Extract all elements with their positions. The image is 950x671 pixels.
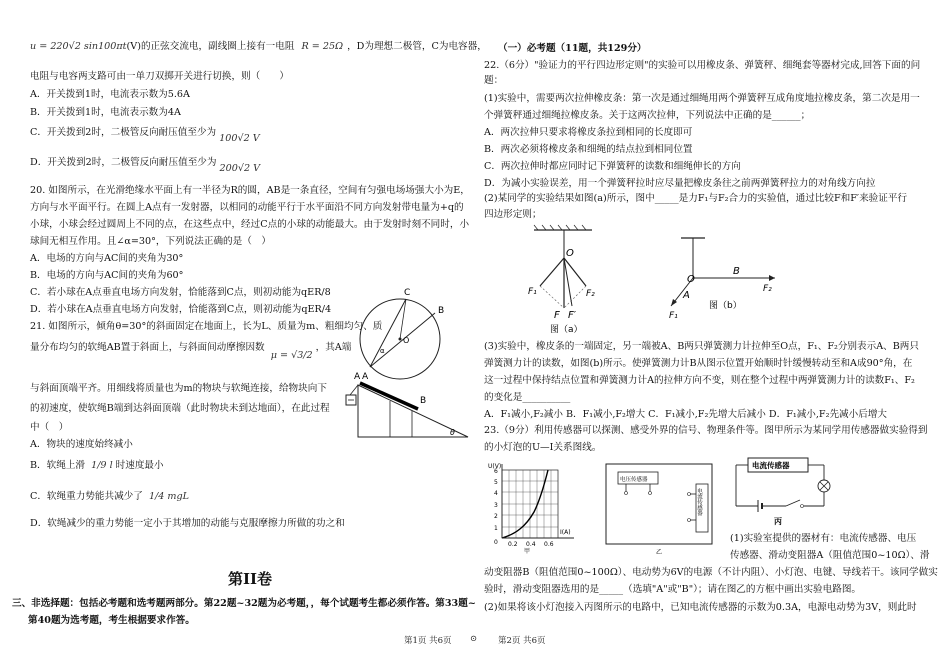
label-f1: F₁ (669, 311, 678, 321)
figure-b-caption: 图（b） (709, 301, 742, 311)
q23-part1-c: 动变阻器B（阻值范围0~100Ω）、电动势为6V的电源（不计内阻）、小灯泡、电键、导线若干。该同学做实 (484, 567, 938, 578)
label-b: B (733, 266, 740, 277)
svg-text:电流传感器: 电流传感器 (696, 488, 702, 516)
q19-resistor: R = 25Ω (301, 41, 344, 52)
center-point (399, 338, 402, 341)
figure-yi-sensor-box (600, 462, 718, 556)
force-f1 (540, 258, 564, 286)
q22-option-a: A．两次拉伸只要求将橡皮条拉到相同的长度即可 (484, 127, 693, 138)
grid (502, 470, 558, 538)
label-c: C (404, 288, 411, 298)
x-axis-label: I(A) (560, 529, 571, 536)
q22-line3: (1)实验中，需要两次拉伸橡皮条：第一次是通过细绳用两个弹簧秤互成角度地拉橡皮条，第二次是用一 (484, 93, 920, 104)
q19-option-b: B．开关拨到1时，电流表示数为4A (30, 107, 181, 118)
q22-line6: 四边形定则； (484, 209, 542, 220)
label-b: B (420, 396, 427, 406)
label-f-prime: F′ (568, 310, 577, 321)
label-b: B (438, 306, 445, 316)
q22-line8: 弹簧测力计的读数，如图(b)所示。使弹簧测力计B从图示位置开始顺时针缓慢转动至和A成90°角，在 (484, 358, 913, 369)
svg-text:5: 5 (494, 479, 498, 486)
q20-line3: 小球，小球会经过圆周上不同的点，在这些点中，经过C点的小球的动能最大。由于发射时刻不同时，小 (30, 219, 470, 230)
q23-part1-d: 验时，滑动变阻器选用的是_____（选填"A"或"B"）；请在图乙的方框中画出实验电路图。 (484, 584, 862, 595)
label-a: A (354, 372, 361, 382)
svg-text:电流传感器: 电流传感器 (752, 461, 790, 470)
figure-bing-caption: 丙 (774, 517, 782, 526)
switch-icon (786, 500, 800, 506)
q21-option-a: A．物块的速度始终减小 (30, 439, 133, 450)
svg-text:2: 2 (494, 513, 498, 520)
section-heading: （一）必考题（11题，共129分） (498, 43, 647, 54)
label-f2: F₂ (763, 284, 772, 294)
q22-line9: 这一过程中保持结点位置和弹簧测力计A的拉伸方向不变，则在整个过程中两弹簧测力计的读数F₁、F₂ (484, 375, 915, 386)
q22-line1: 22.（6分）"验证力的平行四边形定则"的实验可以用橡皮条、弹簧秤、细绳套等器材完成,回答下面的问 (484, 60, 921, 71)
q22-line10: 的变化是__________ (484, 392, 571, 403)
label-theta: θ (450, 428, 455, 437)
q22-line5: (2)某同学的实验结果如图(a)所示，图中_____是力F₁与F₂合力的实验值，通过比较F和F′来验证平行 (484, 193, 908, 204)
q23-line2: 的小灯泡的U—I关系图线。 (484, 442, 602, 453)
q19-option-a: A．开关拨到1时，电流表示数为5.6A (30, 89, 190, 100)
q19-option-d: D．开关拨到2时，二极管反向耐压值至少为 200√2 V (30, 157, 261, 174)
figure-bing-circuit (728, 456, 838, 528)
figure-a-caption: 图（a） (550, 325, 583, 335)
svg-text:1: 1 (494, 525, 498, 532)
q20-line4: 球间无相互作用。且∠α=30°，下列说法正确的是（ ） (30, 236, 272, 247)
svg-text:6: 6 (494, 468, 498, 475)
figure-jia-ui-graph (486, 460, 586, 554)
q20-line1: 20. 如图所示，在光滑绝缘水平面上有一半径为R的圆，AB是一条直径，空间有匀强电场场强大小为E， (30, 185, 470, 196)
footer-page-right: 第2页 共6页 (498, 636, 546, 646)
q21-line2: 量分布均匀的软绳AB置于斜面上，与斜面间动摩擦因数 μ = √3/2，其A端 (30, 342, 352, 361)
svg-text:0.6: 0.6 (544, 541, 554, 548)
svg-text:0.4: 0.4 (526, 541, 536, 548)
svg-text:0: 0 (494, 539, 498, 546)
part2-instructions-line2: 第40题为选考题，考生根据要求作答。 (28, 615, 195, 626)
svg-text:0.2: 0.2 (508, 541, 518, 548)
q22-options-row: A．F₁减小,F₂减小 B．F₁减小,F₂增大 C．F₁减小,F₂先增大后减小 D．F₁减小,F₂先减小后增大 (484, 409, 888, 420)
thread (350, 385, 358, 395)
part2-instructions-line1: 三、非选择题：包括必考题和选考题两部分。第22题~32题为必考题，，每个试题考生都必须作答。第33题~ (12, 598, 476, 609)
label-o: O (403, 336, 410, 345)
q19-option-c: C．开关拨到2时，二极管反向耐压值至少为 100√2 V (30, 127, 260, 144)
q20-option-d: D．若小球在A点垂直电场方向发射，恰能落到C点，则初动能为qER/4 (30, 304, 332, 315)
q20-line2: 方向与水平面平行。在圆上A点有一发射器，以相同的动能平行于水平面沿不同方向发射带电量为+q的 (30, 202, 464, 213)
q21-option-d: D．软绳减少的重力势能一定小于其增加的动能与克服摩擦力所做的功之和 (30, 518, 345, 529)
q23-line1: 23.（9分）利用传感器可以探测、感受外界的信号、物理条件等。图甲所示为某同学用传感器做实验得到 (484, 425, 928, 436)
label-a: A (683, 290, 690, 301)
figure-jia-caption: 甲 (524, 548, 531, 554)
q23-part1-a: (1)实验室提供的器材有：电流传感器、电压 (730, 533, 917, 544)
part2-title: 第II卷 (228, 570, 273, 588)
q22-line4: 个弹簧秤通过细绳拉橡皮条。关于这两次拉伸，下列说法中正确的是______； (484, 110, 811, 121)
figure-yi-caption: 乙 (656, 549, 663, 556)
q22-line7: (3)实验中，橡皮条的一端固定，另一端被A、B两只弹簧测力计拉伸至O点，F₁、F₂分别表示A、B两只 (484, 341, 919, 352)
q19-line2: 电阻与电容两支路可由一单刀双掷开关进行切换，则（ ） (30, 71, 290, 82)
label-a: A (362, 372, 369, 382)
q21-line3: 与斜面顶端平齐。用细线将质量也为m的物块与软绳连接，给物块向下 (30, 383, 327, 394)
q23-part2: (2)如果将该小灯泡接入丙图所示的电路中，已知电流传感器的示数为0.3A，电源电动势为3V，则此时 (484, 602, 917, 613)
q21-line4: 的初速度，使软绳B端到达斜面顶端（此时物块未到达地面），在此过程 (30, 403, 330, 414)
svg-text:3: 3 (494, 502, 498, 509)
q23-part1-b: 传感器、滑动变阻器A（阻值范围0~10Ω）、滑 (730, 550, 930, 561)
q20-option-a: A．电场的方向与AC间的夹角为30° (30, 253, 184, 264)
footer-page-left: 第1页 共6页 (404, 636, 452, 646)
q22-option-c: C．两次拉伸时都应同时记下弹簧秤的读数和细绳伸长的方向 (484, 161, 741, 172)
q21-option-b: B．软绳上滑 1/9 l 时速度最小 (30, 460, 164, 471)
force-f-prime (564, 258, 572, 306)
figure-a-force-parallelogram (520, 224, 620, 336)
svg-text:4: 4 (494, 490, 498, 497)
figure-b-spring-scales (665, 236, 785, 326)
force-f2 (564, 258, 586, 286)
q19-line1: u = 220√2 sin100πt(V)的正弦交流电，副线圈上接有一电阻 R = 25Ω ，D为理想二极管，C为电容器， (30, 41, 487, 52)
q21-line1: 21. 如图所示，倾角θ=30°的斜面固定在地面上，长为L、质量为m、粗细均匀、质 (30, 321, 383, 332)
label-o: O (687, 274, 695, 285)
q20-option-c: C．若小球在A点垂直电场方向发射，恰能落到C点，则初动能为qER/8 (30, 287, 331, 298)
q22-line2: 题： (484, 75, 504, 86)
incline-figure (340, 365, 470, 443)
footer-divider-icon: ⊙ (470, 634, 478, 644)
label-alpha: α (380, 347, 385, 355)
soft-rope-ab (360, 383, 418, 409)
label-o: O (566, 248, 574, 259)
svg-text:电压传感器: 电压传感器 (620, 477, 648, 483)
q22-option-b: B．两次必须将橡皮条和细绳的结点拉到相同位置 (484, 144, 693, 155)
label-f1: F₁ (528, 287, 537, 297)
label-f: F (554, 310, 560, 321)
q22-option-d: D．为减小实验误差，用一个弹簧秤拉时应尽量把橡皮条往之前两弹簧秤拉力的对角线方向拉 (484, 178, 876, 189)
y-axis-label: U(V) (488, 463, 502, 470)
q21-option-c: C．软绳重力势能共减少了 1/4 mgL (30, 491, 190, 502)
q21-line5: 中（ ） (30, 422, 69, 433)
q20-option-b: B．电场的方向与AC间的夹角为60° (30, 270, 184, 281)
label-f2: F₂ (586, 289, 595, 299)
q19-formula: u = 220√2 sin100πt (30, 41, 127, 52)
